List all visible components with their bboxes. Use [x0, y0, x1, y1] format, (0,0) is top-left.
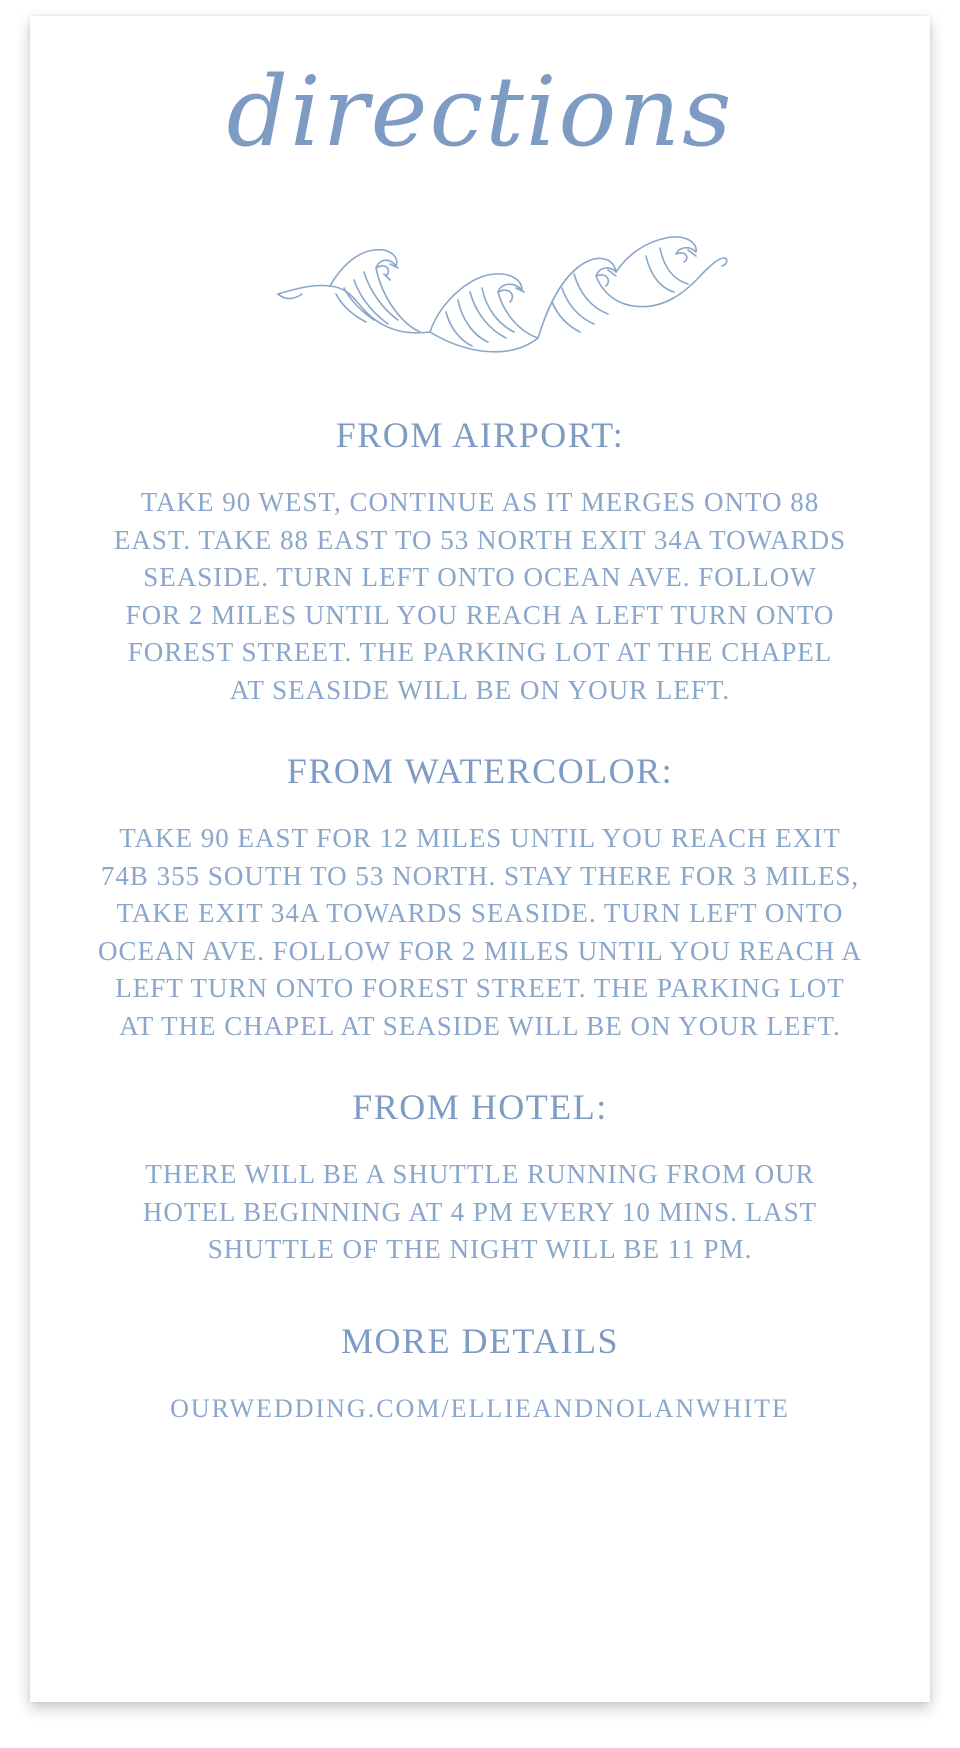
section-heading-hotel: FROM HOTEL: — [352, 1087, 608, 1127]
text-line: AT SEASIDE WILL BE ON YOUR LEFT. — [229, 674, 731, 705]
text-line: AT THE CHAPEL AT SEASIDE WILL BE ON YOUR LEFT. — [119, 1010, 841, 1041]
text-line: LEFT TURN ONTO FOREST STREET. THE PARKING LOT — [115, 973, 845, 1003]
text-line: FOR 2 MILES UNTIL YOU REACH A LEFT TURN ONTO — [125, 599, 835, 630]
directions-card — [30, 16, 930, 1702]
wedding-website-link[interactable]: OURWEDDING.COM/ELLIEANDNOLANWHITE — [170, 1394, 790, 1423]
section-body-hotel — [30, 1156, 930, 1269]
text-line: THERE WILL BE A SHUTTLE RUNNING FROM OUR — [145, 1159, 815, 1189]
text-line: TAKE 90 EAST FOR 12 MILES UNTIL YOU REACH EXIT — [119, 823, 841, 853]
text-line: FOREST STREET. THE PARKING LOT AT THE CHAPEL — [127, 637, 833, 667]
text-line: TAKE 90 WEST, CONTINUE AS IT MERGES ONTO 88 — [140, 487, 820, 517]
text-line: SHUTTLE OF THE NIGHT WILL BE 11 PM. — [207, 1234, 753, 1264]
section-heading-airport: FROM AIRPORT: — [335, 415, 625, 455]
text-line: OCEAN AVE. FOLLOW FOR 2 MILES UNTIL YOU REACH A — [97, 935, 863, 966]
section-body-watercolor — [30, 820, 930, 1045]
text-line: 74B 355 SOUTH TO 53 NORTH. STAY THERE FOR 3 MILES, — [100, 860, 860, 891]
text-line: EAST. TAKE 88 EAST TO 53 NORTH EXIT 34A TOWARDS — [113, 524, 847, 555]
text-line: TAKE EXIT 34A TOWARDS SEASIDE. TURN LEFT ONTO — [116, 898, 844, 928]
text-line: SEASIDE. TURN LEFT ONTO OCEAN AVE. FOLLOW — [143, 562, 817, 592]
section-body-airport — [30, 484, 930, 709]
text-line: HOTEL BEGINNING AT 4 PM EVERY 10 MINS. LAST — [142, 1196, 818, 1227]
card-title: directions — [226, 56, 734, 168]
more-details-heading: MORE DETAILS — [340, 1321, 620, 1361]
section-heading-watercolor: FROM WATERCOLOR: — [286, 751, 674, 791]
wave-illustration-icon — [270, 228, 730, 378]
